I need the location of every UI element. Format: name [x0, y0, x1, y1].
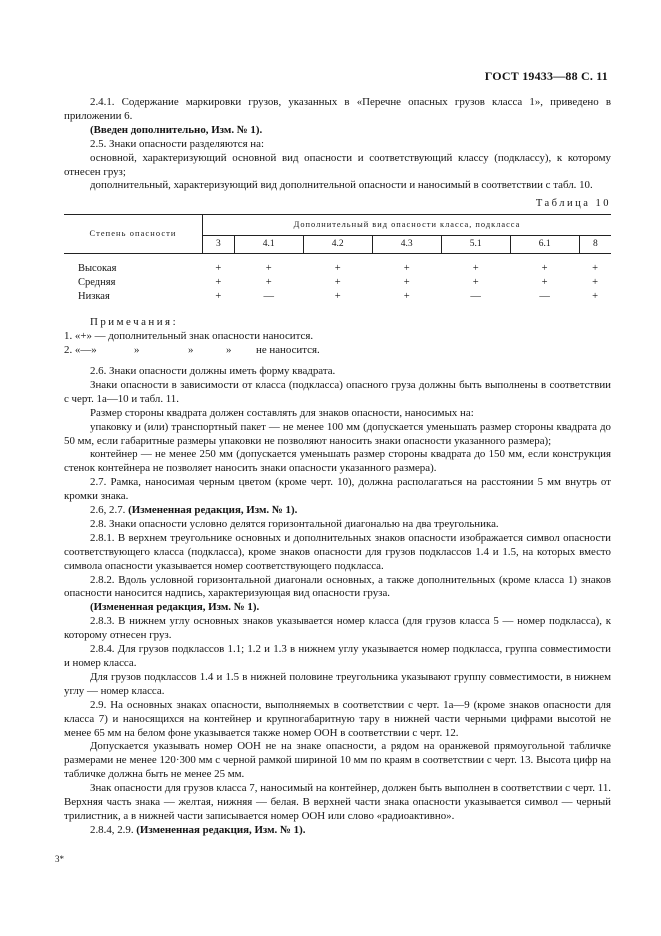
paragraph-2-5-additional: дополнительный, характеризующий вид дополнительной опасности и наносимый в соответствии с табл. 10. — [90, 179, 593, 192]
paragraph-2-8: 2.8. Знаки опасности условно делятся горизонтальной диагональю на два треугольника. — [90, 517, 499, 530]
amendment-text: (Измененная редакция, Изм. № 1). — [128, 504, 298, 517]
row-label: Низкая — [78, 291, 110, 303]
page-footer-mark: 3* — [55, 854, 64, 864]
table-cell: — — [470, 291, 481, 303]
amendment-text: (Измененная редакция, Изм. № 1). — [136, 823, 306, 836]
column-header: 8 — [579, 236, 611, 254]
amendment-note: (Измененная редакция, Изм. № 1). — [90, 601, 260, 614]
paragraph-2-5-main: основной, характеризующий основной вид опасности и соответствующий классу (подклассу), к которому отнесен груз; — [64, 151, 611, 178]
paragraph-2-5: 2.5. Знаки опасности разделяются на: — [90, 137, 264, 150]
table-cell: + — [403, 277, 410, 289]
paragraph-2-8-4: 2.8.4. Для грузов подклассов 1.1; 1.2 и 1.3 в нижнем углу указывается номер подкласса, группа совместимости и номер класса. — [64, 643, 611, 669]
column-header: 4.1 — [234, 236, 303, 254]
table-row — [64, 290, 611, 304]
table-cell: + — [541, 277, 548, 289]
table-cell: + — [334, 263, 341, 275]
page-content — [64, 96, 611, 838]
table-cell: — — [539, 291, 550, 303]
page-header: ГОСТ 19433—88 С. 11 — [484, 69, 608, 83]
table-cell: + — [592, 277, 599, 289]
paragraph-2-6-b: Размер стороны квадрата должен составлять для знаков опасности, наносимых на: — [90, 406, 474, 419]
table-cell: + — [215, 277, 222, 289]
ditto-mark: » — [134, 344, 140, 357]
table-cell: + — [541, 263, 548, 275]
amendment-note-2-8-4-2-9 — [64, 824, 611, 838]
amendment-note: (Введен дополнительно, Изм. № 1). — [90, 123, 263, 136]
header-additional-danger: Дополнительный вид опасности класса, подкласса — [203, 215, 612, 236]
paragraph-2-6-c: упаковку и (или) транспортный пакет — не менее 100 мм (допускается уменьшать размер стороны квадрата до 50 мм, если габаритные размеры упаковки не позволяют наносить знаки опасности указанного размера); — [64, 420, 611, 447]
paragraph-2-9-c: Знак опасности для грузов класса 7, наносимый на контейнер, должен быть выполнен в соответствии с черт. 11. Верхняя часть знака — желтая, нижняя — белая. В верхней части знака опасности указывается символ — черный трилистник, а в нижней части записывается номер ООН или слово «радиоактивно». — [64, 782, 611, 822]
row-label: Высокая — [78, 263, 117, 275]
table-cell: + — [215, 291, 222, 303]
table-cell: + — [403, 291, 410, 303]
paragraph-2-6-d: контейнер — не менее 250 мм (допускается уменьшать размер стороны квадрата до 150 мм, если конструкция стенок контейнера не позволяет наносить знаки опасности указанного размера). — [64, 448, 611, 475]
note-2-mark: 2. «—» — [64, 344, 97, 357]
note-1: 1. «+» — дополнительный знак опасности наносится. — [64, 330, 314, 343]
table-row — [64, 254, 611, 277]
table-cell: + — [215, 263, 222, 275]
paragraph-2-8-3: 2.8.3. В нижнем углу основных знаков указывается номер класса (для грузов класса 5 — номер подкласса), к которому отнесен груз. — [64, 615, 611, 642]
column-header: 4.3 — [372, 236, 441, 254]
column-header: 6.1 — [510, 236, 579, 254]
table-cell: + — [592, 291, 599, 303]
table-10 — [64, 214, 611, 304]
paragraph-2-6: 2.6. Знаки опасности должны иметь форму квадрата. — [90, 364, 336, 377]
table-cell: + — [472, 263, 479, 275]
paragraph-2-7: 2.7. Рамка, наносимая черным цветом (кроме черт. 10), должна располагаться на расстоянии 5 мм внутрь от кромки знака. — [64, 476, 611, 503]
table-cell: + — [403, 263, 410, 275]
ditto-mark: » — [226, 344, 232, 357]
table-cell: + — [592, 263, 599, 275]
paragraph-2-8-4-b: Для грузов подклассов 1.4 и 1.5 в нижней половине треугольника указывают группу совместимости, в нижнем углу — номер класса. — [64, 670, 611, 697]
table-notes — [64, 316, 611, 358]
column-header: 3 — [203, 236, 235, 254]
table-cell: + — [265, 263, 272, 275]
table-caption: Таблица 10 — [535, 198, 611, 210]
note-2 — [64, 344, 611, 358]
table-row — [64, 276, 611, 290]
table-cell: + — [472, 277, 479, 289]
amendment-ref: 2.6, 2.7. — [90, 504, 126, 517]
row-label: Средняя — [78, 277, 116, 289]
column-header: 5.1 — [441, 236, 510, 254]
amendment-note-2-6-2-7 — [64, 504, 611, 518]
header-degree: Степень опасности — [64, 215, 203, 254]
column-header: 4.2 — [303, 236, 372, 254]
table-cell: — — [263, 291, 274, 303]
paragraph-2-6-a: Знаки опасности в зависимости от класса (подкласса) опасного груза должны быть выполнены в соответствии с черт. 1а—10 и табл. 11. — [64, 378, 611, 405]
notes-title: Примечания: — [90, 316, 179, 329]
paragraph-2-4-1: 2.4.1. Содержание маркировки грузов, указанных в «Перечне опасных грузов класса 1», приведено в приложении 6. — [64, 96, 611, 122]
table-cell: + — [334, 291, 341, 303]
paragraph-2-9-b: Допускается указывать номер ООН не на знаке опасности, а рядом на оранжевой прямоугольной табличке размерами не менее 120·300 мм с черной рамкой шириной 10 мм по краям в соответствии с черт. 13. Высота цифр на табличке должна быть не менее 25 мм. — [64, 740, 611, 781]
paragraph-2-9: 2.9. На основных знаках опасности, выполняемых в соответствии с черт. 1а—9 (кроме знаков опасности для класса 7) и наносящихся на контейнер и крупногабаритную тару в нижней части черными цифрами высотой не менее 65 мм на белом фоне указывается также номер ООН в соответствии с черт. 12. — [64, 698, 611, 739]
table-cell: + — [334, 277, 341, 289]
paragraph-2-8-2: 2.8.2. Вдоль условной горизонтальной диагонали основных, а также дополнительных (кроме класса 1) знаков опасности наносится надпись, характеризующая вид опасности груза. — [64, 573, 611, 600]
ditto-mark: » — [188, 344, 194, 357]
paragraph-2-8-1: 2.8.1. В верхнем треугольнике основных и дополнительных знаков опасности изображается символ опасности соответствующего класса (подкласса), кроме знаков опасности для грузов подклассов 1.4 и 1.5, на которых вместо символа опасности указывается номер соответствующего подкласса. — [64, 531, 611, 572]
note-2-text: не наносится. — [256, 344, 320, 357]
amendment-ref: 2.8.4, 2.9. — [90, 823, 134, 836]
table-cell: + — [265, 277, 272, 289]
